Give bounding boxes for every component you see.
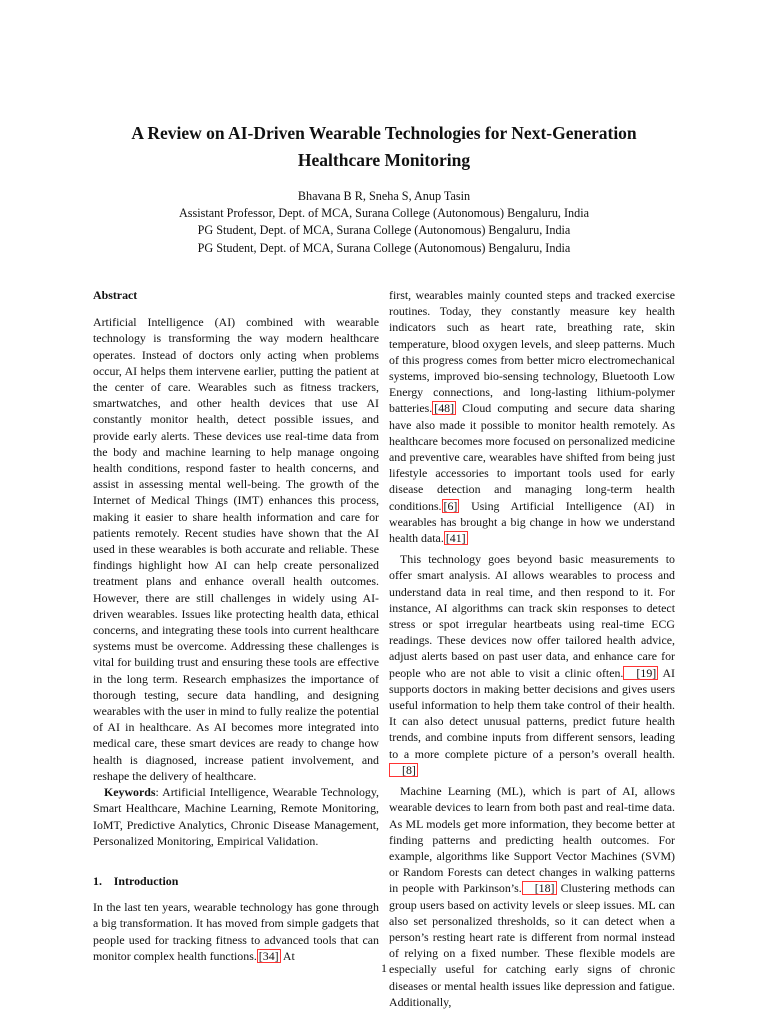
citation-link[interactable]: [18] bbox=[522, 881, 557, 895]
left-column bbox=[93, 287, 379, 964]
citation-link[interactable]: [48] bbox=[434, 401, 455, 416]
keywords-label: Keywords bbox=[104, 785, 156, 800]
introduction-body: In the last ten years, wearable technology has gone through a big transformation. It has moved from simple gadgets that people used for tracking fitness to advanced tools that can monitor complex health functions. bbox=[93, 900, 379, 963]
paper-title-line-2: Healthcare Monitoring bbox=[297, 150, 471, 170]
right-column bbox=[389, 287, 675, 1010]
keywords-text: : Artificial Intelligence, Wearable Technology, Smart Healthcare, Machine Learning, Remote Monitoring, IoMT, Predictive Analytics, Chronic Disease Management, Personalized Monitoring, Empirical Validation. bbox=[93, 785, 379, 848]
introduction-tail: At bbox=[280, 948, 295, 963]
paper-title bbox=[60, 120, 708, 174]
paper-title-line-1: A Review on AI-Driven Wearable Technologies for Next-Generation bbox=[131, 123, 637, 143]
citation-link[interactable]: [34] bbox=[258, 948, 279, 963]
right-paragraph-1-part-a: first, wearables mainly counted steps and tracked exercise routines. Today, they constantly measure key health indicators such as heart rate, breathing rate, skin temperature, blood oxygen levels, and sleep patterns. Much of this progress comes from better micro electromechanical systems, improved bio-sensing technology, Bluetooth Low Energy connections, and long-lasting lithium-polymer batteries. bbox=[389, 288, 675, 416]
abstract-heading: Abstract bbox=[93, 288, 138, 302]
right-paragraph-1 bbox=[389, 287, 675, 546]
affiliation-3: PG Student, Dept. of MCA, Surana College (Autonomous) Bengaluru, India bbox=[197, 240, 571, 255]
affiliation-2: PG Student, Dept. of MCA, Surana College (Autonomous) Bengaluru, India bbox=[197, 223, 571, 238]
introduction-heading: 1. Introduction bbox=[93, 873, 179, 888]
page-number: 1 bbox=[381, 961, 387, 975]
author-block bbox=[60, 188, 708, 257]
citation-link[interactable]: [41] bbox=[445, 531, 466, 546]
right-paragraph-2-part-a: This technology goes beyond basic measurements to offer smart analysis. AI allows wearables to process and understand data in real time, and then respond to it. For instance, AI algorithms can track skin responses to detect stress or spot irregular heartbeats using real-time ECG readings. These devices now offer tailored health advice, adjust alerts based on past user data, and enhance care for people who are not able to visit a clinic often. bbox=[389, 552, 675, 680]
right-paragraph-1-part-b: Cloud computing and secure data sharing have also made it possible to monitor health remotely. As healthcare becomes more focused on personalized medicine and preventive care, wearables have shifted from being just lifestyle accessories to important tools used for early disease detection and managing long-term health conditions. bbox=[389, 401, 675, 513]
abstract-text: Artificial Intelligence (AI) combined with wearable technology is transforming the way modern healthcare operates. Instead of doctors only acting when problems occur, AI helps them intervene earlier, putting the patient at the center of care. Wearables such as fitness trackers, smartwatches, and other health devices that use AI constantly monitor health, detect possible issues, and provide early alerts. These devices use real-time data from the body and machine learning to help manage ongoing health conditions, respond faster to health concerns, and assist in assessing mental well-being. The growth of the Internet of Medical Things (IMT) enhances this process, making it easier to share health information and care for patients remotely. Recent studies have shown that the AI used in these wearables is both accurate and reliable. These findings highlight how AI can help create personalized treatment plans and enhance overall health outcomes. However, there are still challenges in widely using AI-driven wearables. Issues like protecting health data, ethical concerns, and integrating these tools into current healthcare systems must be overcome. Addressing these challenges is vital for building trust and ensuring these tools are effective in the long term. Research emphasizes the importance of thorough testing, secure data handling, and designing wearables with the user in mind to fully realize the potential of AI in healthcare. As AI becomes more integrated into medical care, these smart devices are ready to change how health is diagnosed, increase patient involvement, and reshape the delivery of healthcare. bbox=[93, 315, 379, 783]
right-paragraph-3-part-b: Clustering methods can group users based on activity levels or sleep issues. ML can also set personalized thresholds, so it can detect when a person’s resting heart rate is different from normal instead of relying on a fixed number. These flexible models are especially useful for catching early signs of chronic diseases or mental health issues like depression and fatigue. Additionally, bbox=[389, 881, 675, 1009]
affiliation-1: Assistant Professor, Dept. of MCA, Surana College (Autonomous) Bengaluru, India bbox=[178, 206, 590, 221]
author-names: Bhavana B R, Sneha S, Anup Tasin bbox=[297, 189, 471, 203]
right-paragraph-3-part-a: Machine Learning (ML), which is part of AI, allows wearable devices to learn from both past and real-time data. As ML models get more information, they become better at finding patterns and predicting health outcomes. For example, algorithms like Support Vector Machines (SVM) or Random Forests can detect changes in walking patterns in people with Parkinson’s. bbox=[389, 784, 675, 896]
citation-link[interactable]: [19] bbox=[623, 666, 658, 680]
right-paragraph-2 bbox=[389, 551, 675, 778]
keywords-paragraph bbox=[93, 784, 379, 849]
introduction-text bbox=[93, 899, 379, 964]
right-paragraph-1-part-c: Using Artificial Intelligence (AI) in wearables has brought a big change in how we understand health data. bbox=[389, 498, 675, 546]
citation-link[interactable]: [8] bbox=[389, 763, 418, 777]
right-paragraph-2-part-b: AI supports doctors in making better decisions and gives users useful information to help them take control of their health. It can also detect unusual patterns, predict future health trends, and combine inputs from different sensors, leading to a more complete picture of a person’s overall health. bbox=[389, 665, 676, 761]
citation-link[interactable]: [6] bbox=[443, 498, 458, 513]
